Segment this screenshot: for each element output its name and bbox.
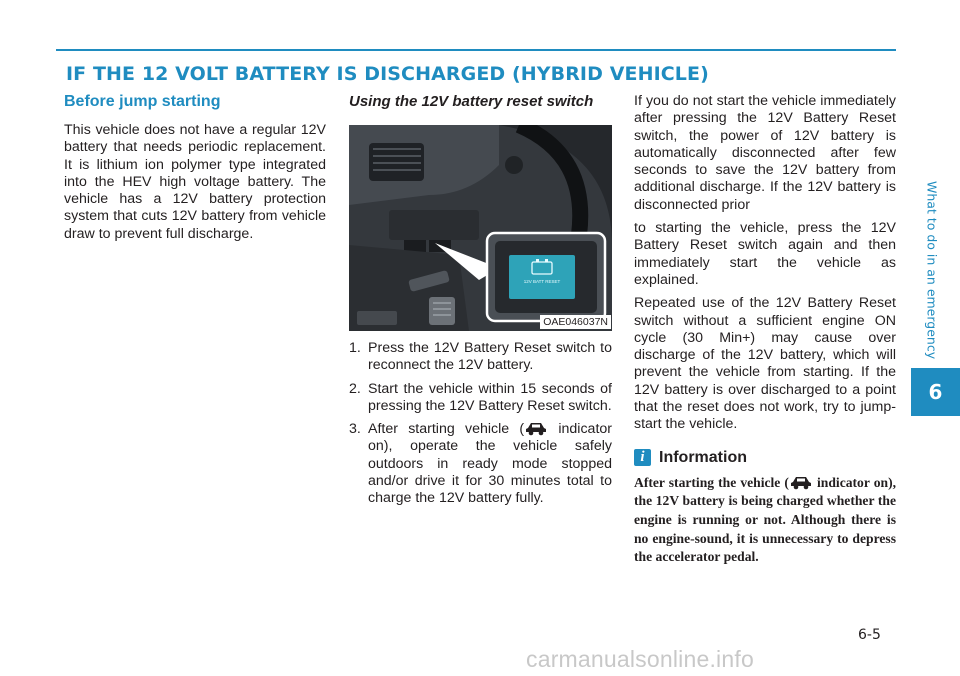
switch-label: 12V BATT RESET [523, 279, 561, 284]
step-number: 2. [349, 380, 361, 397]
information-text [634, 474, 896, 568]
step-text: Press the 12V Battery Reset switch to reconnect the 12V battery. [368, 340, 612, 374]
list-item [349, 421, 612, 507]
info-text-end: indicator on), the 12V battery is being charged whether the engine is running or not. Although there is no engine-sound, it is unnecessary to depress the accelerator pedal. [634, 474, 896, 565]
figure-code: OAE046037N [540, 315, 611, 329]
watermark: carmanualsonline.info [526, 646, 754, 672]
step-text: Start the vehicle within 15 seconds of pressing the 12V Battery Reset switch. [368, 380, 612, 414]
step-number: 1. [349, 340, 361, 356]
info-icon: i [634, 449, 651, 466]
dashboard-illustration [349, 125, 612, 331]
chapter-side-tab [923, 172, 941, 368]
battery-description-paragraph: This vehicle does not have a regular 12V battery that needs periodic replacement. It is lithium ion polymer type integrated into the HEV high voltage battery. The vehicle has a 12V battery protection system that cuts 12V battery from vehicle draw to prevent full discharge. [64, 122, 326, 242]
hev-ready-car-icon [790, 475, 812, 490]
chapter-number-badge: 6 [911, 368, 960, 416]
list-item [349, 381, 612, 416]
auto-disconnect-paragraph: If you do not start the vehicle immediately after pressing the 12V Battery Reset switch, the power of 12V battery is automatically disconnected after few seconds to save the 12V battery from additional discharge. If the 12V battery is disconnected prior [634, 93, 896, 213]
column-2 [349, 93, 612, 514]
top-rule [56, 49, 896, 51]
page-number: 6-5 [858, 627, 881, 643]
info-text-start: After starting the vehicle ( [634, 474, 789, 490]
column-3 [634, 93, 896, 567]
information-header [634, 449, 896, 467]
step-number: 3. [349, 421, 361, 438]
hev-ready-car-icon [525, 421, 547, 436]
page-title: IF THE 12 VOLT BATTERY IS DISCHARGED (HYBRID VEHICLE) [66, 63, 709, 85]
over-discharge-paragraph: Repeated use of the 12V Battery Reset switch without a sufficient engine ON cycle (30 Min+) may cause over discharge of the 12V battery, which will prevent the vehicle from starting. If the 12V battery is over discharged to a point that the reset does not work, try to jump-start the vehicle. [634, 295, 896, 433]
section-heading-before-jump: Before jump starting [64, 93, 221, 110]
steps-list [349, 340, 612, 508]
information-title: Information [659, 448, 747, 466]
list-item [349, 340, 612, 375]
step-text-end: indicator on), operate the vehicle safely outdoors in ready mode stopped and/or drive it for 30 minutes total to charge the 12V battery fully. [368, 421, 612, 507]
section-heading-reset-switch: Using the 12V battery reset switch [349, 93, 594, 110]
restart-paragraph: to starting the vehicle, press the 12V Battery Reset switch again and then immediately start the vehicle as explained. [634, 220, 896, 288]
reset-switch-figure [349, 125, 612, 331]
step-text-start: After starting vehicle ( [368, 421, 525, 438]
chapter-side-tab-label: What to do in an emergency [924, 180, 940, 360]
column-1 [64, 93, 326, 249]
